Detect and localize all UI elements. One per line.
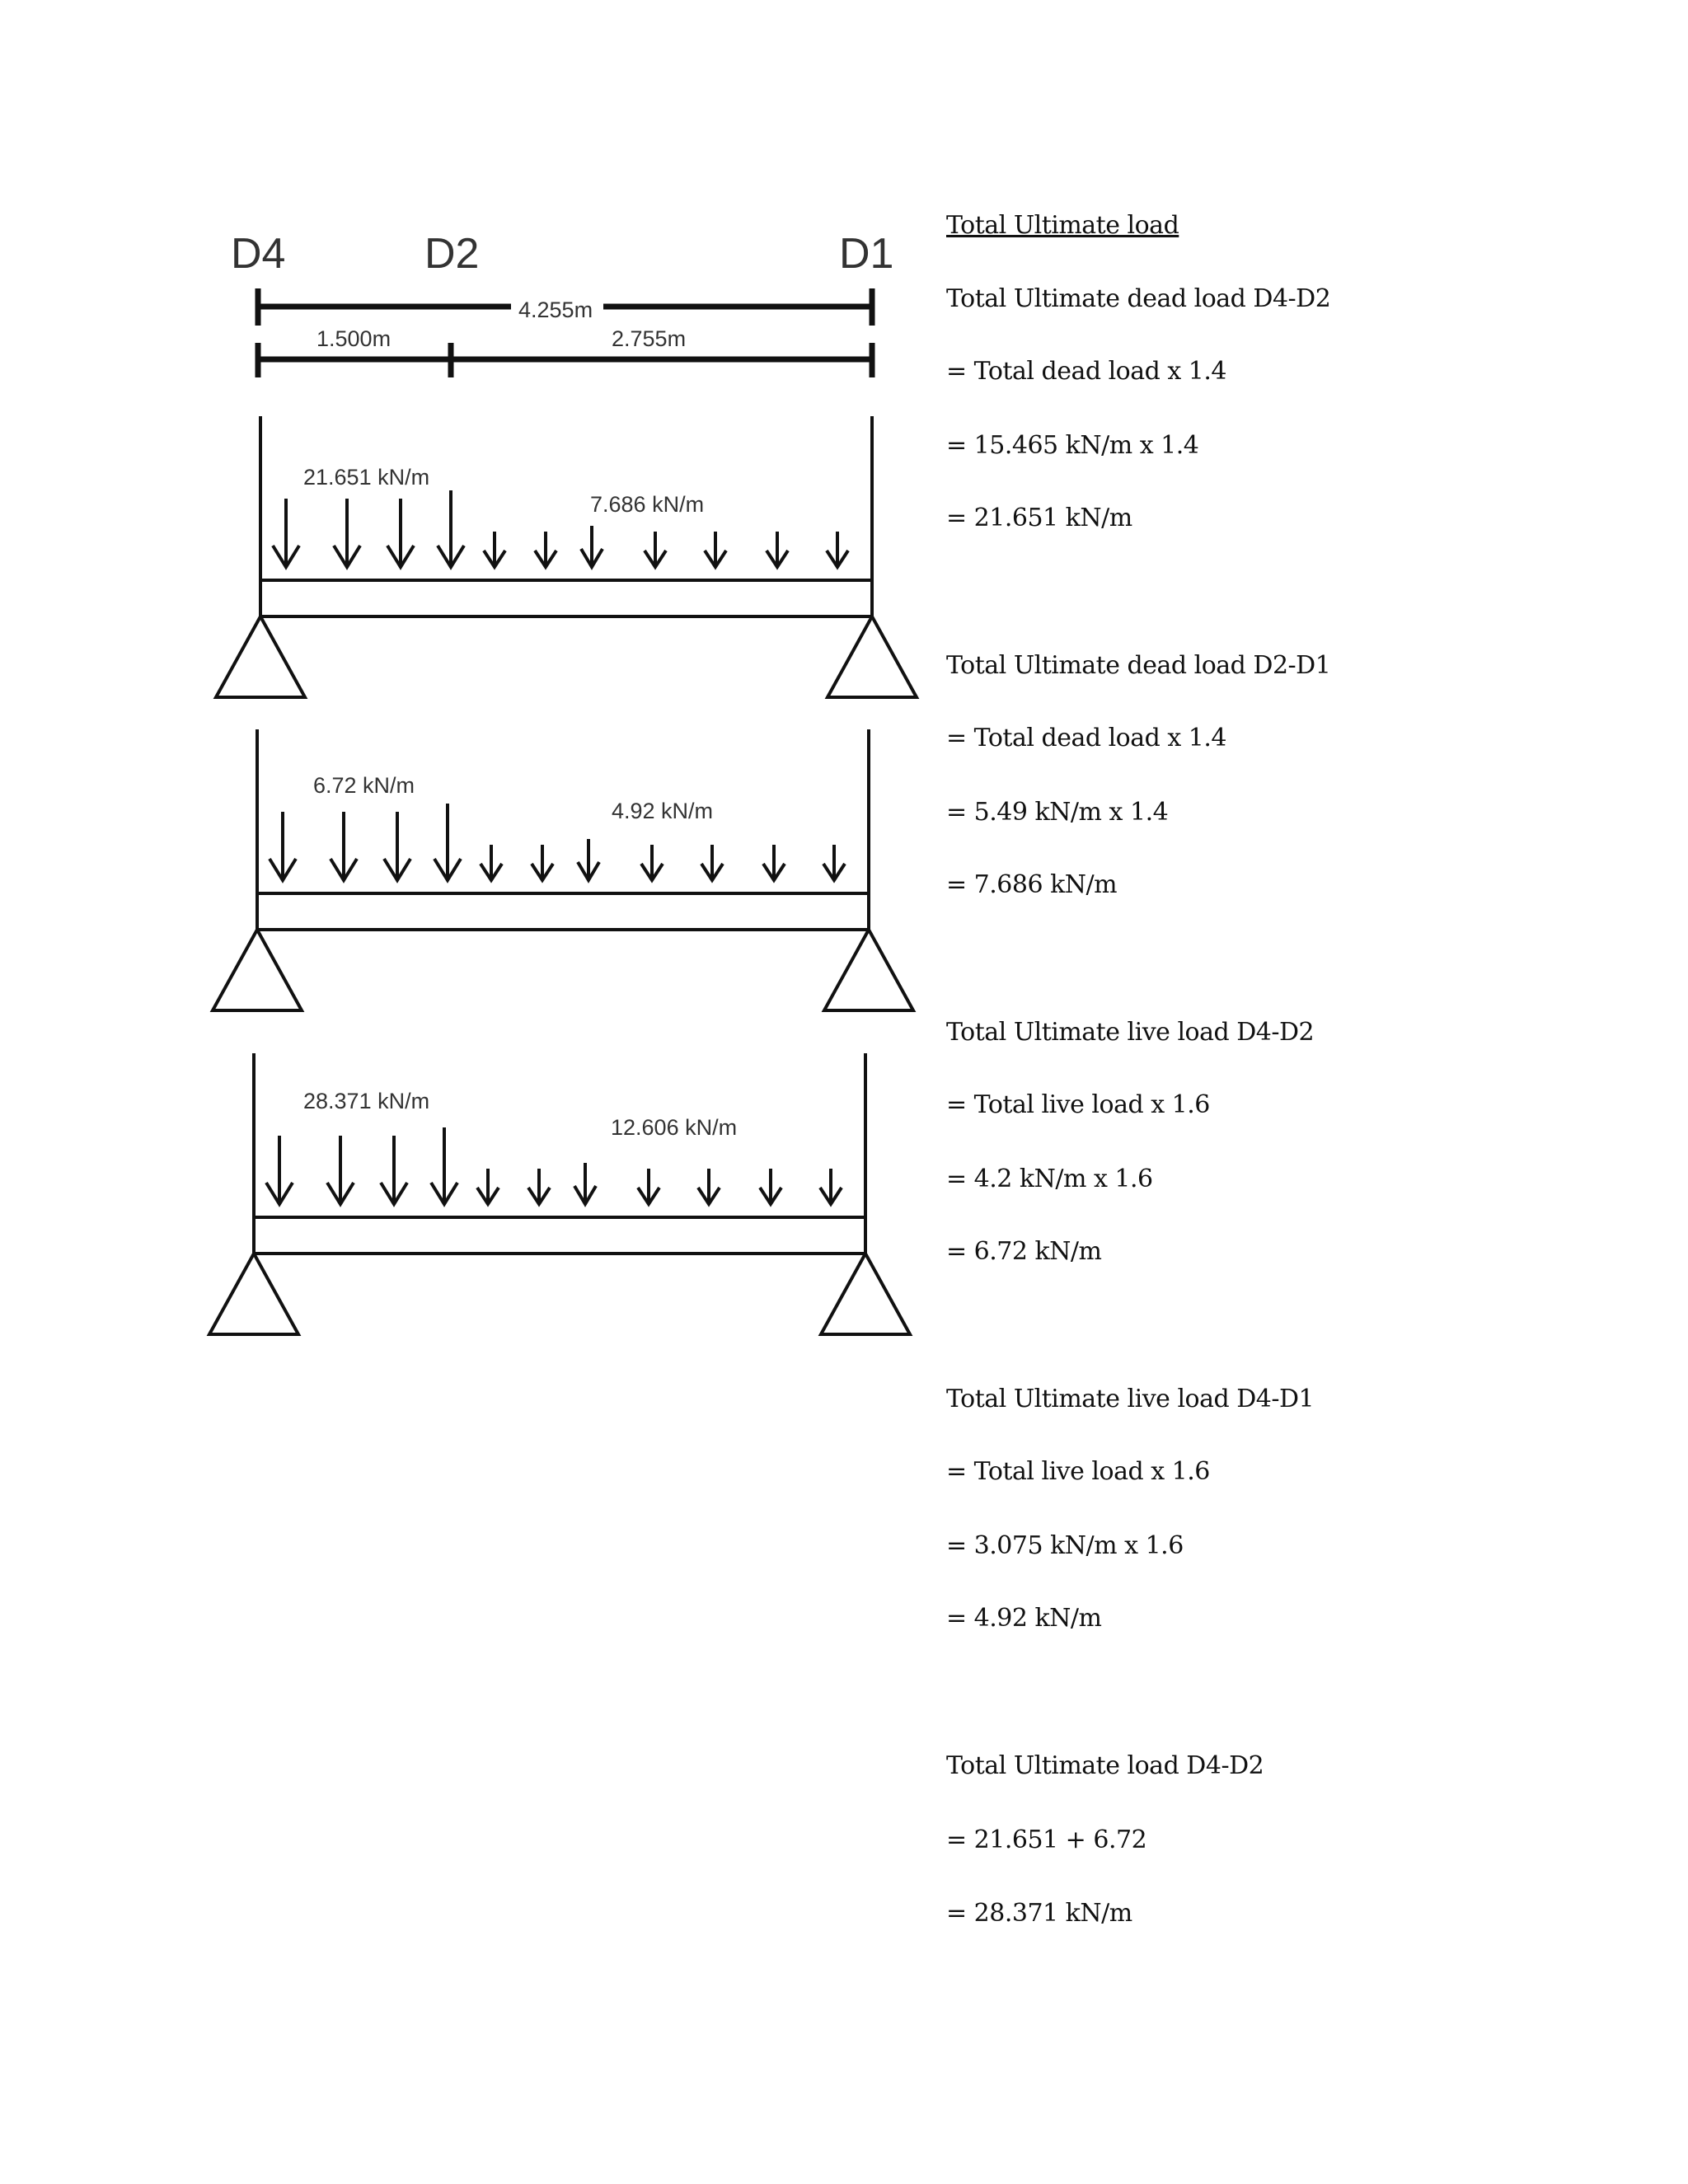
support-label-d1: D1: [839, 230, 894, 278]
dimension-left-span: 1.500m: [316, 326, 392, 351]
load-arrows: [270, 804, 845, 880]
calc-line: = 21.651 + 6.72: [946, 1825, 1147, 1854]
calc-line: = 4.92 kN/m: [946, 1604, 1102, 1633]
calc-line: = 28.371 kN/m: [946, 1899, 1132, 1928]
dimension-total: 4.255m: [518, 298, 593, 322]
calc-line: = 5.49 kN/m x 1.4: [946, 798, 1169, 827]
load-arrows: [273, 490, 848, 567]
right-load-label: 4.92 kN/m: [612, 799, 714, 823]
calc-line: = Total live load x 1.6: [946, 1457, 1210, 1486]
calc-line: = 6.72 kN/m: [946, 1237, 1102, 1266]
calc-line: = 21.651 kN/m: [946, 504, 1132, 532]
section-title: Total Ultimate dead load D4-D2: [946, 284, 1331, 313]
support-label-d4: D4: [231, 230, 286, 278]
section-title: Total Ultimate dead load D2-D1: [946, 651, 1331, 680]
beam-2: [213, 729, 913, 1010]
support-label-d2: D2: [424, 230, 480, 278]
calc-line: = 3.075 kN/m x 1.6: [946, 1531, 1184, 1560]
dimension-right-span: 2.755m: [612, 326, 687, 351]
left-load-label: 28.371 kN/m: [303, 1089, 430, 1113]
notes-heading: Total Ultimate load: [946, 211, 1179, 240]
left-load-label: 21.651 kN/m: [303, 465, 430, 490]
right-load-label: 7.686 kN/m: [590, 492, 705, 517]
calc-line: = Total dead load x 1.4: [946, 357, 1227, 386]
beam-1: [216, 416, 917, 697]
calc-line: = 15.465 kN/m x 1.4: [946, 431, 1199, 460]
calc-line: = 4.2 kN/m x 1.6: [946, 1165, 1153, 1193]
section-title: Total Ultimate live load D4-D1: [946, 1385, 1315, 1413]
right-load-label: 12.606 kN/m: [611, 1115, 738, 1140]
beam-3: [209, 1053, 910, 1334]
section-title: Total Ultimate live load D4-D2: [946, 1018, 1315, 1047]
calc-line: = 7.686 kN/m: [946, 870, 1118, 899]
left-load-label: 6.72 kN/m: [313, 773, 415, 798]
section-title: Total Ultimate load D4-D2: [946, 1751, 1264, 1780]
beam-load-diagram: [0, 0, 931, 1401]
load-arrows: [266, 1127, 842, 1204]
calc-line: = Total live load x 1.6: [946, 1090, 1210, 1119]
calc-line: = Total dead load x 1.4: [946, 724, 1227, 752]
